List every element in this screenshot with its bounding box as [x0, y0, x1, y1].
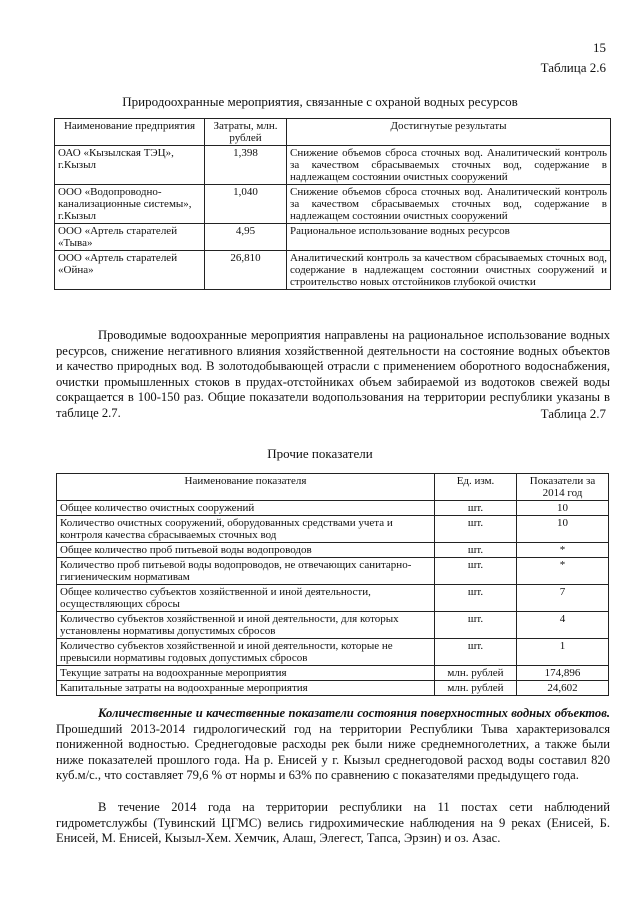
table-row: [55, 146, 611, 185]
indicator-value: 24,602: [517, 681, 609, 696]
paragraph-text: Проводимые водоохранные мероприятия направлены на рациональное использование водных ресурсов, снижение негативного влияния хозяйственной деятельности на состояние водных объектов и качество природных вод. В золотодобывающей отрасли с применением оборотного водоснабжения, очистки промышленных стоков в прудах-отстойниках объем забираемой из водотоков свежей воды сокращается в 100-150 раз. Общие показатели водопользования на территории республики указаны в таблице 2.7.: [56, 328, 610, 420]
indicator-name: Общее количество субъектов хозяйственной и иной деятельности, осуществляющих сбросы: [57, 585, 435, 612]
paragraph-body: Прошедший 2013-2014 гидрологический год на территории Республики Тыва характеризовался пониженной водностью. Среднегодовые расходы рек были ниже среднемноголетних, а также были ниже показателей прошлого года. На р. Енисей у г. Кызыл среднегодовой расход воды составил 820 куб.м/с., что составляет 79,6 % от нормы и 63% по сравнению с показателями предыдущего года.: [56, 721, 610, 782]
table-row: [57, 639, 609, 666]
table2-title: Прочие показатели: [267, 446, 373, 461]
column-header: Достигнутые результаты: [287, 119, 611, 146]
table2-label: Таблица 2.7: [540, 406, 606, 421]
indicator-value: 10: [517, 516, 609, 543]
page-number: 15: [593, 40, 606, 55]
cost-value: 26,810: [205, 251, 287, 290]
unit: млн. рублей: [435, 666, 517, 681]
enterprise-name: ООО «Артель старателей «Ойна»: [55, 251, 205, 290]
table-header-row: [55, 119, 611, 146]
table1-title: Природоохранные мероприятия, связанные с охраной водных ресурсов: [122, 94, 518, 109]
enterprise-name: ООО «Артель старателей «Тыва»: [55, 224, 205, 251]
indicator-value: 10: [517, 501, 609, 516]
indicator-value: *: [517, 558, 609, 585]
paragraph-observations: [56, 800, 610, 847]
table-row: [55, 185, 611, 224]
column-header: Наименование предприятия: [55, 119, 205, 146]
indicator-value: 4: [517, 612, 609, 639]
table-header-row: [57, 474, 609, 501]
result-text: Рациональное использование водных ресурсов: [287, 224, 611, 251]
cost-value: 1,398: [205, 146, 287, 185]
column-header: Затраты, млн. рублей: [205, 119, 287, 146]
unit: шт.: [435, 558, 517, 585]
indicator-value: *: [517, 543, 609, 558]
indicator-name: Общее количество проб питьевой воды водопроводов: [57, 543, 435, 558]
table-other-indicators: [56, 473, 609, 696]
cost-value: 4,95: [205, 224, 287, 251]
table-row: [57, 558, 609, 585]
table-row: [55, 224, 611, 251]
unit: шт.: [435, 612, 517, 639]
indicator-value: 174,896: [517, 666, 609, 681]
unit: шт.: [435, 543, 517, 558]
paragraph-surface-water: [56, 706, 610, 784]
cost-value: 1,040: [205, 185, 287, 224]
unit: млн. рублей: [435, 681, 517, 696]
indicator-name: Общее количество очистных сооружений: [57, 501, 435, 516]
indicator-name: Количество субъектов хозяйственной и иной деятельности, для которых установлены нормативы допустимых сбросов: [57, 612, 435, 639]
result-text: Снижение объемов сброса сточных вод. Аналитический контроль за качеством сбрасываемых сточных вод, содержание в надлежащем состоянии очистных сооружений: [287, 146, 611, 185]
enterprise-name: ОАО «Кызылская ТЭЦ», г.Кызыл: [55, 146, 205, 185]
unit: шт.: [435, 501, 517, 516]
unit: шт.: [435, 585, 517, 612]
table-row: [57, 681, 609, 696]
indicator-name: Количество проб питьевой воды водопроводов, не отвечающих санитарно-гигиеническим нормативам: [57, 558, 435, 585]
result-text: Аналитический контроль за качеством сбрасываемых сточных вод, содержание в надлежащем состоянии очистных сооружений и строительство новых отстойников глубокой очистки: [287, 251, 611, 290]
indicator-name: Количество очистных сооружений, оборудованных средствами учета и контроля качества сбрасываемых сточных вод: [57, 516, 435, 543]
table-row: [57, 666, 609, 681]
indicator-value: 1: [517, 639, 609, 666]
indicator-name: Текущие затраты на водоохранные мероприятия: [57, 666, 435, 681]
unit: шт.: [435, 516, 517, 543]
table-row: [57, 543, 609, 558]
table-row: [55, 251, 611, 290]
table-row: [57, 612, 609, 639]
table-environmental-measures: [54, 118, 611, 290]
enterprise-name: ООО «Водопроводно-канализационные системы», г.Кызыл: [55, 185, 205, 224]
unit: шт.: [435, 639, 517, 666]
table-row: [57, 516, 609, 543]
table1-label: Таблица 2.6: [540, 60, 606, 75]
indicator-value: 7: [517, 585, 609, 612]
paragraph-measures: [56, 328, 610, 421]
result-text: Снижение объемов сброса сточных вод. Аналитический контроль за качеством сбрасываемых сточных вод, содержание в надлежащем состоянии очистных сооружений: [287, 185, 611, 224]
column-header: Наименование показателя: [57, 474, 435, 501]
table-row: [57, 585, 609, 612]
paragraph-text: В течение 2014 года на территории республики на 11 постах сети наблюдений гидрометслужбы (Тувинский ЦГМС) велись гидрохимические наблюдения на 9 реках (Енисей, Б. Енисей, М. Енисей, Кызыл-Хем. Хемчик, Алаш, Элегест, Тапса, Эрзин) и оз. Азас.: [56, 800, 610, 845]
paragraph-text: [56, 706, 610, 784]
column-header: Показатели за 2014 год: [517, 474, 609, 501]
paragraph-heading: Количественные и качественные показатели состояния поверхностных водных объектов.: [98, 706, 610, 720]
column-header: Ед. изм.: [435, 474, 517, 501]
indicator-name: Количество субъектов хозяйственной и иной деятельности, которые не превысили нормативы годовых допустимых сбросов: [57, 639, 435, 666]
table-row: [57, 501, 609, 516]
indicator-name: Капитальные затраты на водоохранные мероприятия: [57, 681, 435, 696]
